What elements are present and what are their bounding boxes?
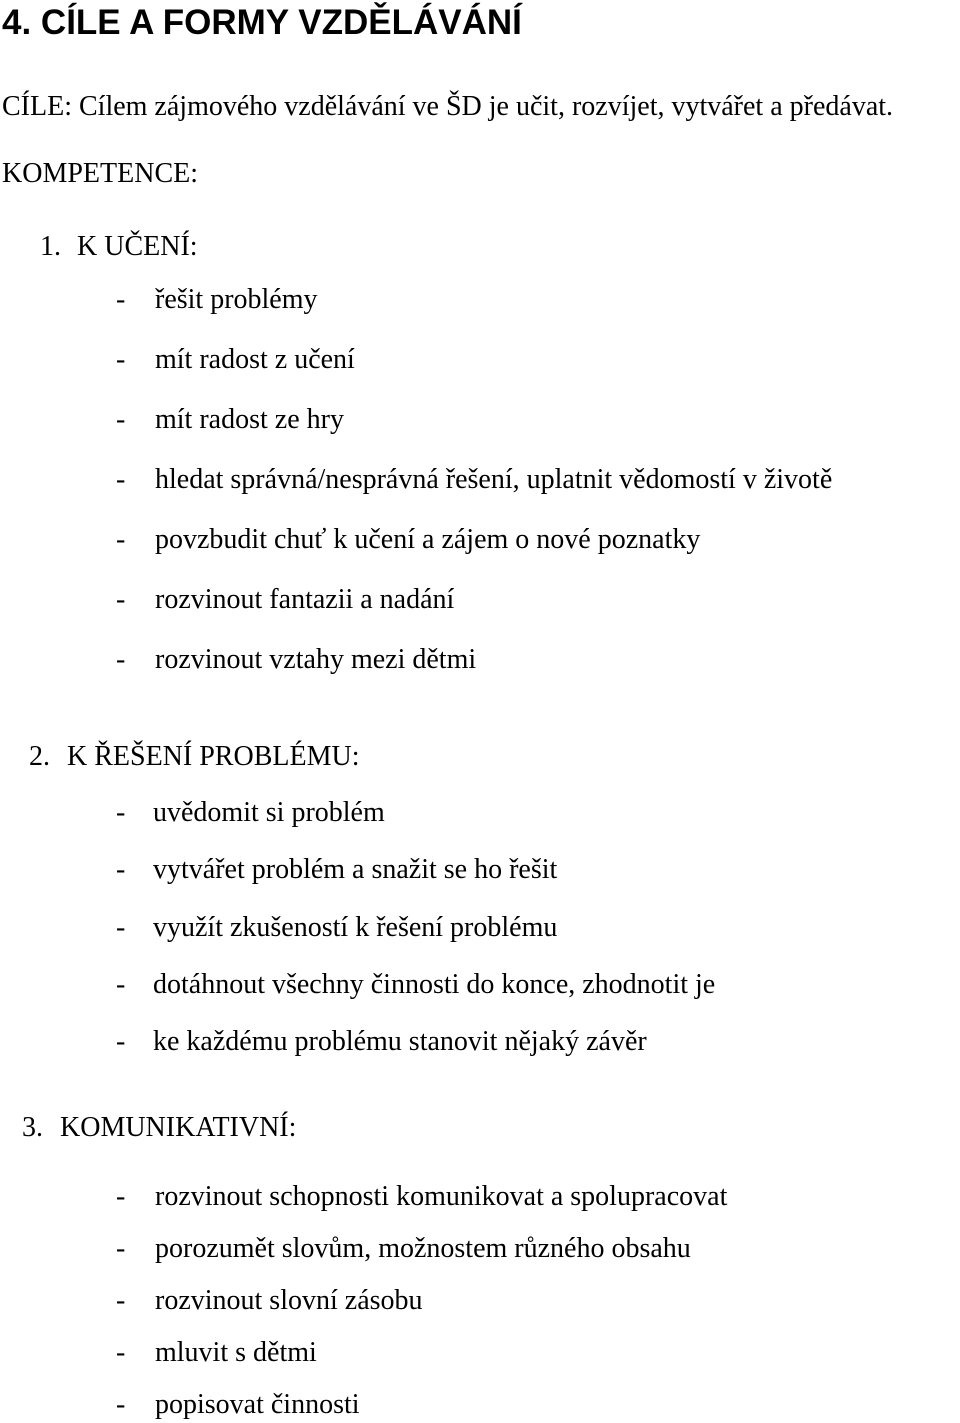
list-bullet: - [116, 854, 126, 885]
list-item: popisovat činnosti [155, 1389, 360, 1420]
list-item: hledat správná/nesprávná řešení, uplatnit vědomostí v životě [155, 464, 833, 495]
goals-line: CÍLE: Cílem zájmového vzdělávání ve ŠD je učit, rozvíjet, vytvářet a předávat. [2, 91, 894, 122]
page-heading: 4. CÍLE A FORMY VZDĚLÁVÁNÍ [2, 3, 522, 42]
list-bullet: - [116, 344, 126, 375]
section-3-number: 3. [22, 1112, 43, 1143]
list-bullet: - [116, 584, 126, 615]
list-bullet: - [116, 1389, 126, 1420]
list-item: rozvinout fantazii a nadání [155, 584, 455, 615]
list-bullet: - [116, 797, 126, 828]
list-item: rozvinout vztahy mezi dětmi [155, 644, 477, 675]
list-item: ke každému problému stanovit nějaký závěr [153, 1026, 647, 1057]
section-2-number: 2. [29, 741, 50, 772]
list-bullet: - [116, 1233, 126, 1264]
list-item: dotáhnout všechny činnosti do konce, zhodnotit je [153, 969, 716, 1000]
section-3-title: KOMUNIKATIVNÍ: [60, 1112, 297, 1143]
list-item: mít radost z učení [155, 344, 355, 375]
list-bullet: - [116, 284, 126, 315]
list-bullet: - [116, 524, 126, 555]
list-item: řešit problémy [155, 284, 318, 315]
list-item: uvědomit si problém [153, 797, 385, 828]
section-1-title: K UČENÍ: [77, 231, 198, 262]
list-item: rozvinout slovní zásobu [155, 1285, 423, 1316]
list-bullet: - [116, 1181, 126, 1212]
list-bullet: - [116, 969, 126, 1000]
list-item: využít zkušeností k řešení problému [153, 912, 558, 943]
competences-label: KOMPETENCE: [2, 158, 198, 189]
list-item: povzbudit chuť k učení a zájem o nové poznatky [155, 524, 701, 555]
section-1-number: 1. [40, 231, 61, 262]
list-bullet: - [116, 404, 126, 435]
list-bullet: - [116, 1285, 126, 1316]
list-item: rozvinout schopnosti komunikovat a spolupracovat [155, 1181, 728, 1212]
list-item: vytvářet problém a snažit se ho řešit [153, 854, 558, 885]
list-item: porozumět slovům, možnostem různého obsahu [155, 1233, 691, 1264]
section-2-title: K ŘEŠENÍ PROBLÉMU: [67, 741, 360, 772]
list-bullet: - [116, 464, 126, 495]
list-bullet: - [116, 1337, 126, 1368]
list-item: mluvit s dětmi [155, 1337, 317, 1368]
list-bullet: - [116, 912, 126, 943]
list-bullet: - [116, 644, 126, 675]
list-item: mít radost ze hry [155, 404, 344, 435]
list-bullet: - [116, 1026, 126, 1057]
